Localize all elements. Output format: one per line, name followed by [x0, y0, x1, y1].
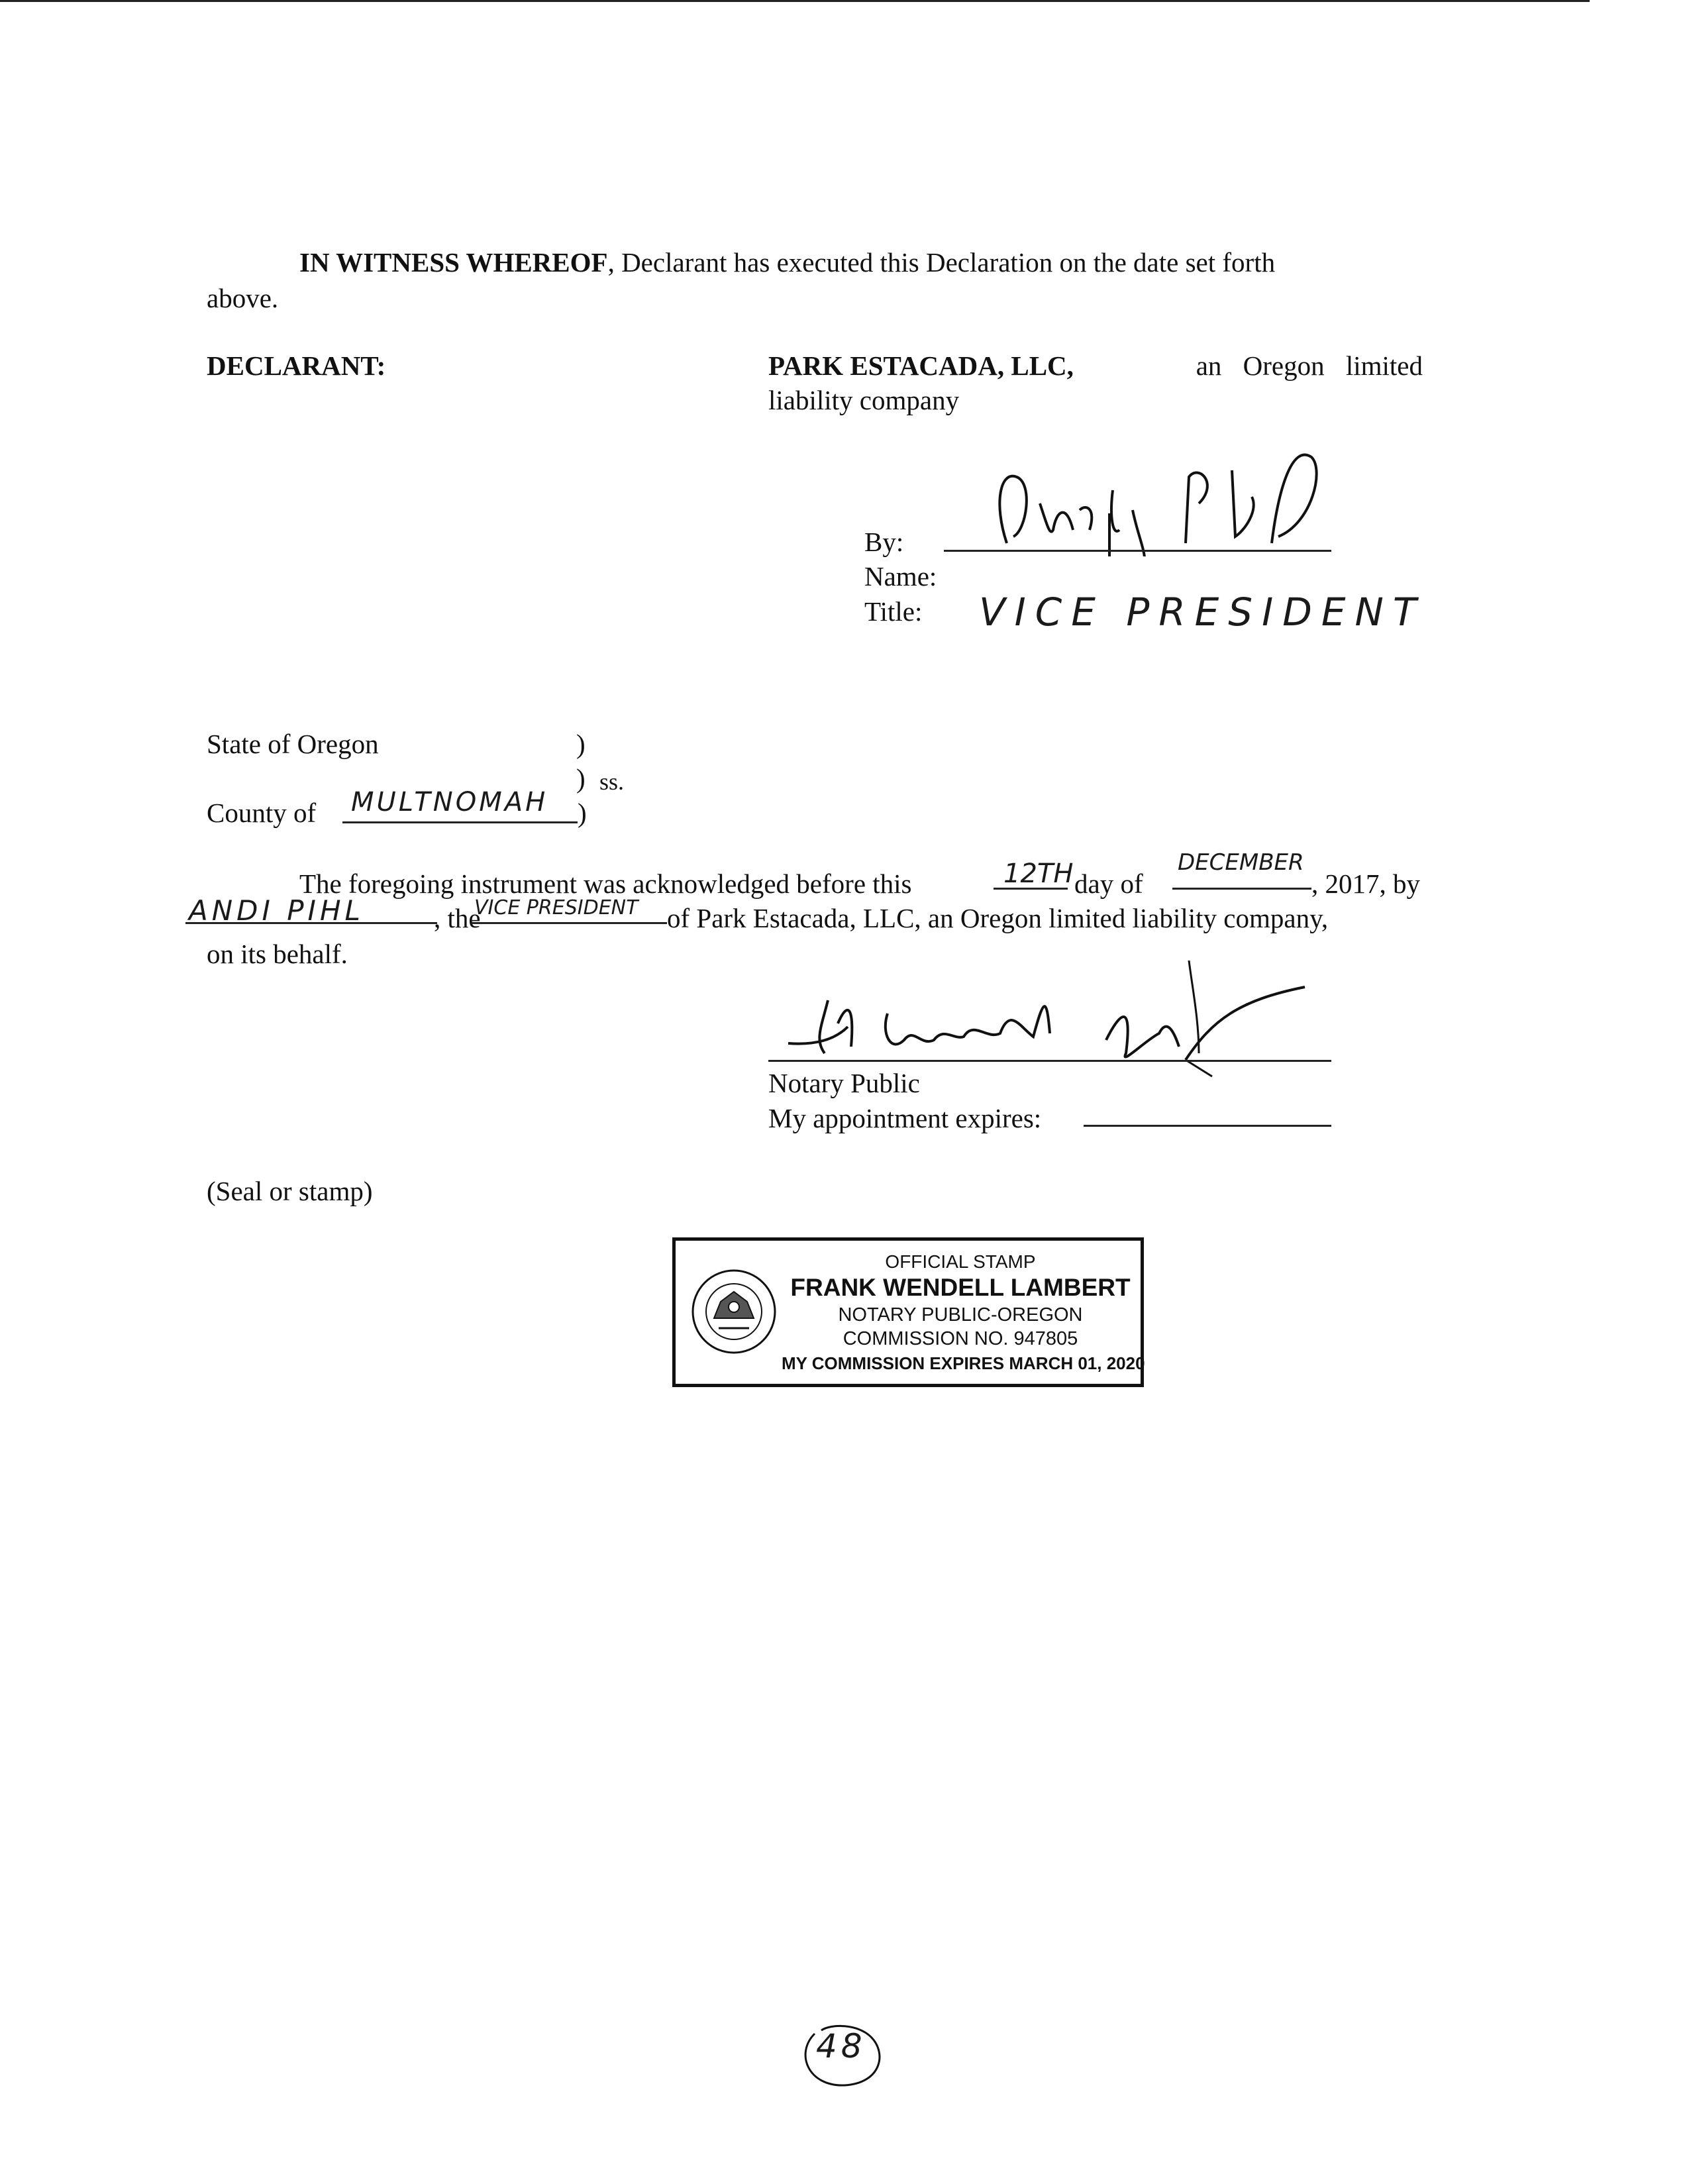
oregon-state-seal-icon — [689, 1255, 779, 1368]
by-label: By: — [864, 527, 904, 557]
title-handwritten: VICE PRESIDENT — [979, 590, 1426, 635]
stamp-notary-name: FRANK WENDELL LAMBERT — [790, 1274, 1131, 1301]
county-label: County of — [207, 798, 317, 828]
page-number: 48 — [816, 2027, 866, 2065]
ack-month-line — [1172, 888, 1311, 890]
venue-paren-1: ) — [576, 729, 586, 759]
officer-signature — [980, 431, 1351, 556]
venue-ss: ss. — [599, 768, 625, 795]
notary-public-label: Notary Public — [768, 1068, 920, 1098]
scan-top-edge — [0, 0, 1590, 2]
stamp-title: OFFICIAL STAMP — [885, 1251, 1036, 1272]
name-label: Name: — [864, 561, 937, 592]
county-line — [342, 821, 578, 823]
ack-line3: on its behalf. — [207, 939, 348, 969]
declarant-label: DECLARANT: — [207, 350, 386, 381]
notary-signature-line — [768, 1060, 1331, 1062]
venue-paren-2: ) — [576, 763, 586, 794]
ack-name-line — [185, 922, 437, 924]
declarant-company-line1 — [768, 352, 1423, 380]
declarant-company-desc: an Oregon limited — [1196, 350, 1423, 381]
ack-office-handwritten: VICE PRESIDENT — [474, 896, 639, 919]
declarant-company-name: PARK ESTACADA, LLC, — [768, 350, 1074, 381]
stamp-expires: MY COMMISSION EXPIRES MARCH 01, 2020 — [782, 1353, 1145, 1373]
stamp-commission: COMMISSION NO. 947805 — [843, 1328, 1078, 1349]
ack-line1-c: , 2017, by — [1311, 868, 1420, 899]
ack-line2-a: , the — [434, 903, 481, 933]
ack-line2-b: of Park Estacada, LLC, an Oregon limited liability company, — [667, 903, 1329, 933]
witness-paragraph-line1 — [299, 249, 1275, 276]
state-label: State of Oregon — [207, 729, 379, 759]
appointment-expires-label: My appointment expires: — [768, 1103, 1042, 1133]
county-handwritten: MULTNOMAH — [351, 787, 548, 817]
ack-line1-a: The foregoing instrument was acknowledged before this — [299, 868, 912, 899]
ack-day-handwritten: 12TH — [1003, 858, 1074, 889]
ack-line1-b: day of — [1074, 868, 1143, 899]
title-label: Title: — [864, 596, 923, 627]
declarant-company-line2: liability company — [768, 385, 960, 415]
venue-paren-3: ) — [578, 798, 587, 828]
appointment-expires-line — [1084, 1125, 1331, 1127]
seal-or-stamp-label: (Seal or stamp) — [207, 1176, 373, 1206]
witness-line1-rest: , Declarant has executed this Declaration on the date set forth — [607, 247, 1276, 278]
ack-month-handwritten: DECEMBER — [1178, 849, 1304, 876]
ack-office-line — [472, 922, 667, 924]
by-signature-line — [944, 550, 1331, 552]
ack-name-handwritten: ANDI PIHL — [189, 894, 364, 927]
witness-paragraph-line2: above. — [207, 283, 279, 313]
stamp-office: NOTARY PUBLIC-OREGON — [838, 1304, 1083, 1326]
official-notary-stamp — [672, 1237, 1144, 1387]
witness-lead: IN WITNESS WHEREOF — [299, 247, 608, 278]
ack-day-line — [994, 888, 1068, 890]
